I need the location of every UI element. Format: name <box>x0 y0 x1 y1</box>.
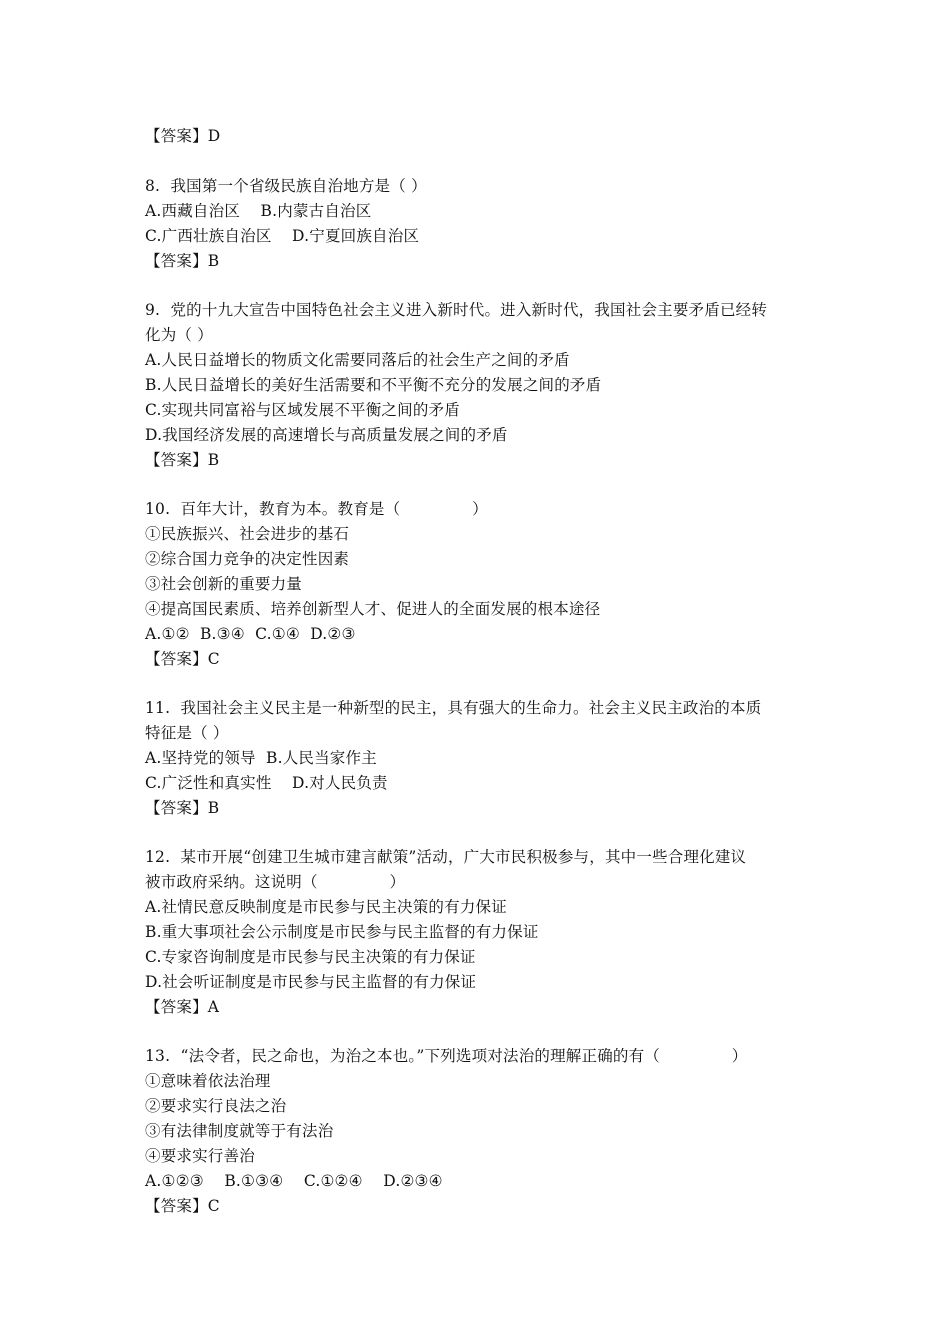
question-12-stem: 12. 某市开展“创建卫生城市建言献策”活动，广大市民积极参与，其中一些合理化建议 <box>145 848 747 866</box>
question-10-options: A.①② B.③④ C.①④ D.②③ <box>145 625 356 643</box>
question-12-option-a: A.社情民意反映制度是市民参与民主决策的有力保证 <box>145 898 507 916</box>
question-10-item-3: ③社会创新的重要力量 <box>145 575 303 593</box>
question-12-stem-cont: 被市政府采纳。这说明（ ） <box>145 873 406 891</box>
question-10-stem: 10. 百年大计，教育为本。教育是（ ） <box>145 500 488 518</box>
question-10-item-4: ④提高国民素质、培养创新型人才、促进人的全面发展的根本途径 <box>145 600 601 618</box>
answer-8: 【答案】B <box>145 252 220 270</box>
question-11-stem-cont: 特征是（ ） <box>145 724 229 742</box>
question-9-option-a: A.人民日益增长的物质文化需要同落后的社会生产之间的矛盾 <box>145 351 570 369</box>
question-9-stem-cont: 化为（ ） <box>145 326 213 344</box>
question-8-stem: 8. 我国第一个省级民族自治地方是（ ） <box>145 177 427 195</box>
question-9-option-c: C.实现共同富裕与区域发展不平衡之间的矛盾 <box>145 401 460 419</box>
answer-9: 【答案】B <box>145 451 220 469</box>
question-13-stem: 13. “法令者，民之命也，为治之本也。”下列选项对法治的理解正确的有（ ） <box>145 1047 748 1065</box>
answer-12: 【答案】A <box>145 998 220 1016</box>
question-8-options-ab: A.西藏自治区 B.内蒙古自治区 <box>145 202 372 220</box>
question-13-item-2: ②要求实行良法之治 <box>145 1097 287 1115</box>
question-11-stem: 11. 我国社会主义民主是一种新型的民主，具有强大的生命力。社会主义民主政治的本质 <box>145 699 762 717</box>
answer-11: 【答案】B <box>145 799 220 817</box>
question-11-options-ab: A.坚持党的领导 B.人民当家作主 <box>145 749 377 767</box>
question-12-option-c: C.专家咨询制度是市民参与民主决策的有力保证 <box>145 948 476 966</box>
answer-13: 【答案】C <box>145 1197 220 1215</box>
answer-10: 【答案】C <box>145 650 220 668</box>
question-13-options: A.①②③ B.①③④ C.①②④ D.②③④ <box>145 1172 443 1190</box>
question-12-option-b: B.重大事项社会公示制度是市民参与民主监督的有力保证 <box>145 923 539 941</box>
question-13-item-4: ④要求实行善治 <box>145 1147 255 1165</box>
question-10-item-2: ②综合国力竞争的决定性因素 <box>145 550 350 568</box>
question-11-options-cd: C.广泛性和真实性 D.对人民负责 <box>145 774 388 792</box>
question-13-item-1: ①意味着依法治理 <box>145 1072 271 1090</box>
question-12-option-d: D.社会听证制度是市民参与民主监督的有力保证 <box>145 973 477 991</box>
answer-7: 【答案】D <box>145 127 221 145</box>
question-9-option-d: D.我国经济发展的高速增长与高质量发展之间的矛盾 <box>145 426 508 444</box>
question-9-stem: 9. 党的十九大宣告中国特色社会主义进入新时代。进入新时代，我国社会主要矛盾已经转 <box>145 301 768 319</box>
question-10-item-1: ①民族振兴、社会进步的基石 <box>145 525 350 543</box>
question-13-item-3: ③有法律制度就等于有法治 <box>145 1122 334 1140</box>
question-8-options-cd: C.广西壮族自治区 D.宁夏回族自治区 <box>145 227 420 245</box>
question-9-option-b: B.人民日益增长的美好生活需要和不平衡不充分的发展之间的矛盾 <box>145 376 602 394</box>
